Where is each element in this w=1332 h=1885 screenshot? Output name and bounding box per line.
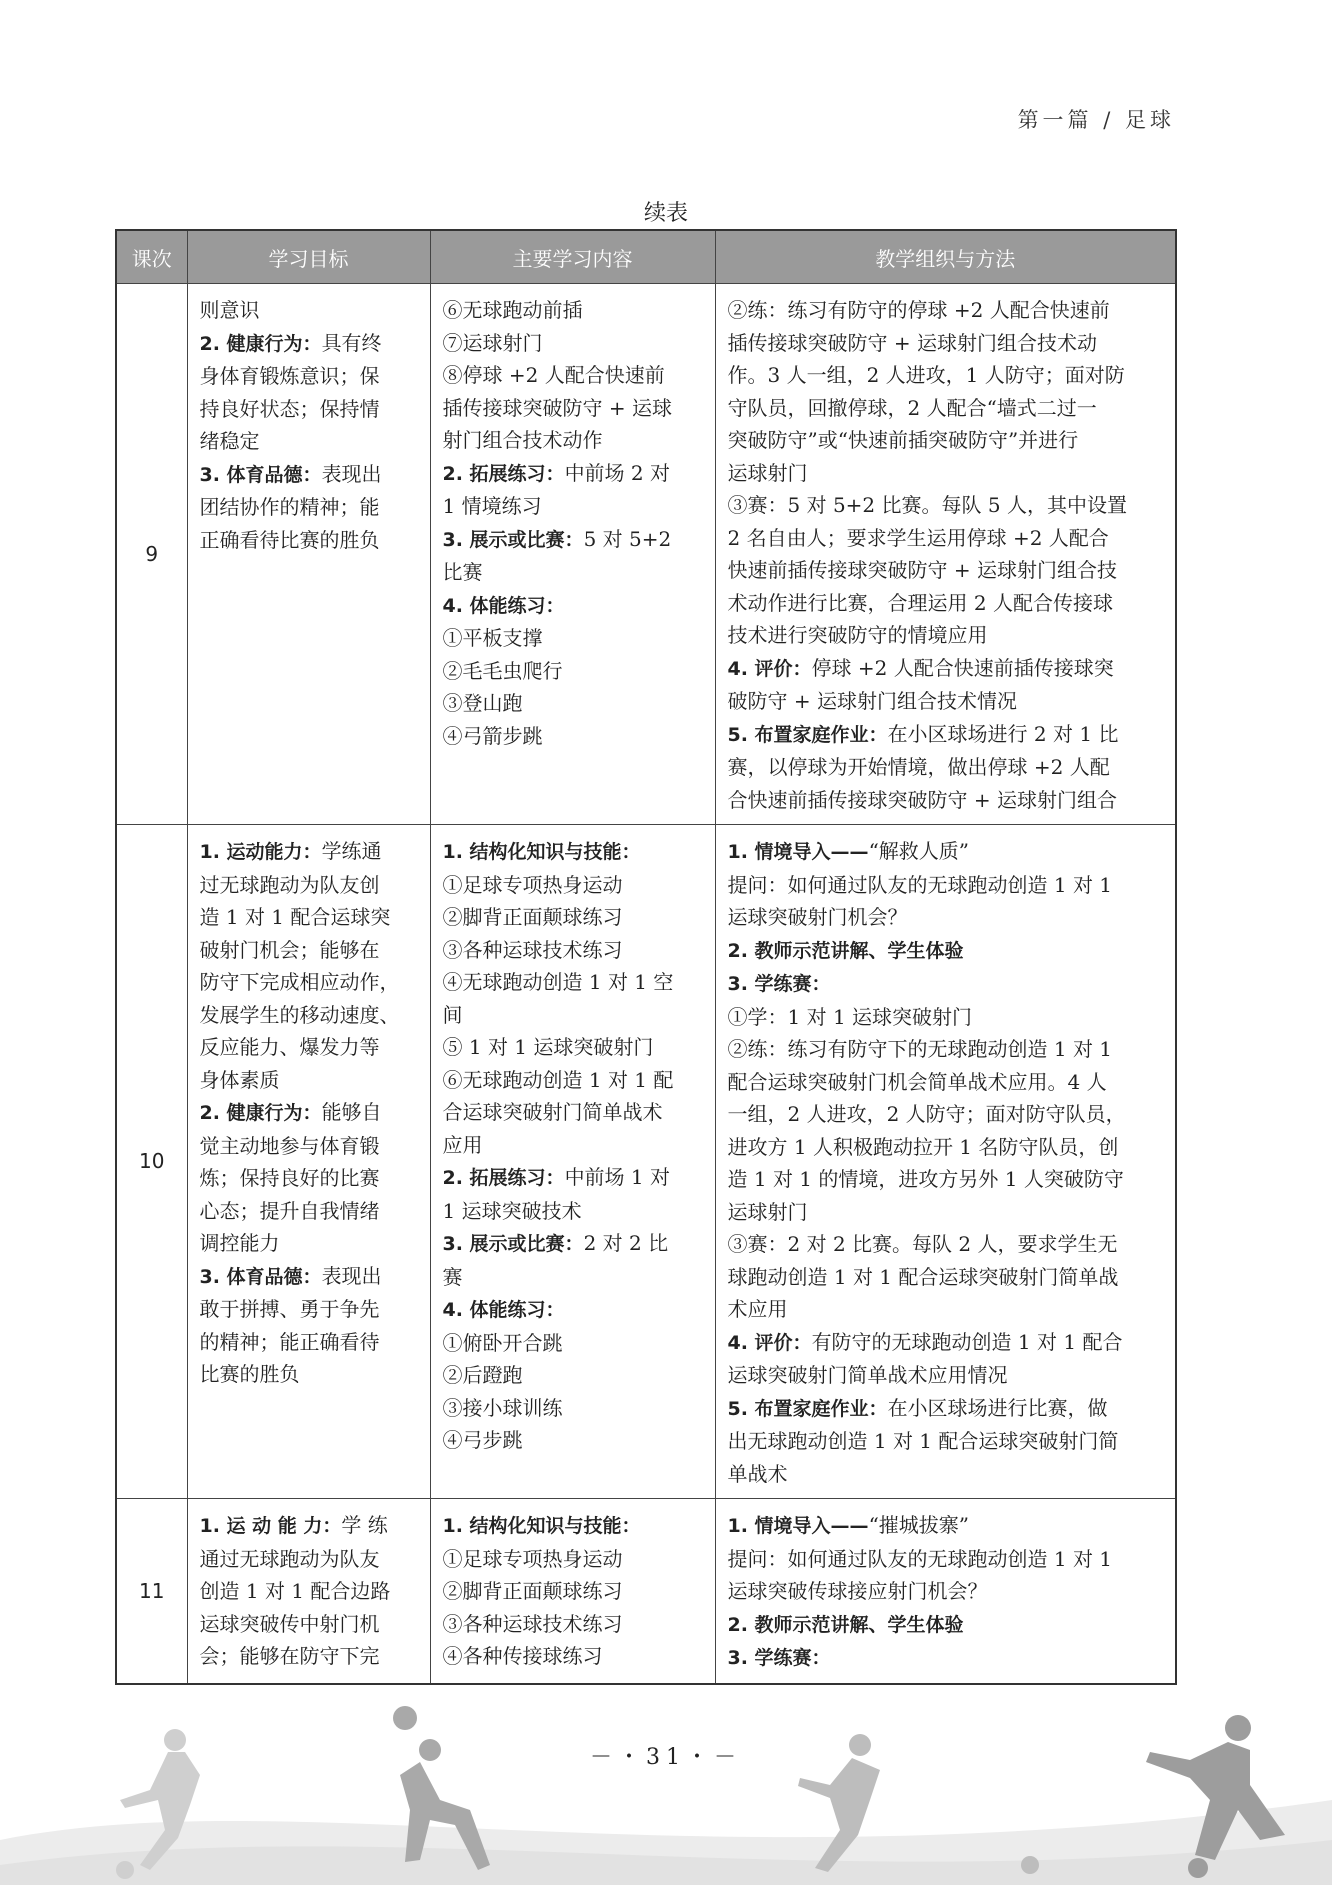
cell-line xyxy=(443,1129,703,1162)
cell-line xyxy=(200,966,418,999)
line-text: “摧城拔寨” xyxy=(868,1513,970,1537)
methods-cell xyxy=(715,825,1176,1499)
line-label: 4. 评价： xyxy=(727,1331,812,1354)
cell-line xyxy=(443,1392,703,1425)
cell-line xyxy=(443,869,703,902)
line-text: ②脚背正面颠球练习 xyxy=(442,1579,623,1603)
cell-line xyxy=(200,1130,418,1163)
line-label: 5. 布置家庭作业： xyxy=(727,723,888,746)
line-text: 学 练 xyxy=(341,1513,388,1537)
cell-line xyxy=(443,1424,703,1457)
line-text: 2 名自由人；要求学生运用停球 +2 人配合 xyxy=(727,525,1109,550)
table-row xyxy=(116,284,1176,825)
cell-line xyxy=(728,424,1164,457)
cell-line xyxy=(200,1509,418,1543)
cell-line xyxy=(443,1195,703,1228)
line-label: 4. 体能练习： xyxy=(442,1299,565,1321)
cell-line xyxy=(443,1575,703,1608)
line-text: 有防守的无球跑动创造 1 对 1 配合 xyxy=(811,1329,1123,1354)
cell-line xyxy=(728,1575,1164,1608)
column-header-methods: 教学组织与方法 xyxy=(715,230,1176,284)
cell-line xyxy=(728,1098,1164,1131)
cell-line xyxy=(728,489,1164,522)
cell-line xyxy=(200,1096,418,1130)
cell-line xyxy=(200,1608,418,1641)
line-text: 合运球突破射门简单战术 xyxy=(442,1100,663,1124)
line-text: 团结协作的精神；能 xyxy=(199,495,380,519)
line-text: 绪稳定 xyxy=(199,429,260,453)
line-label: 3. 展示或比赛： xyxy=(442,528,584,551)
line-text: ②毛毛虫爬行 xyxy=(442,658,563,683)
cell-line xyxy=(200,524,418,557)
cell-line xyxy=(200,1293,418,1326)
cell-line xyxy=(200,1031,418,1064)
line-label: 2. 教师示范讲解、学生体验 xyxy=(727,1613,964,1636)
line-label: 1. 结构化知识与技能： xyxy=(442,841,641,863)
line-text: 作。3 人一组，2 人进攻，1 人防守；面对防 xyxy=(727,363,1125,387)
table-caption: 续表 xyxy=(643,201,688,226)
table-header-row xyxy=(116,230,1176,284)
line-text: 中前场 1 对 xyxy=(564,1165,671,1189)
cell-line xyxy=(443,622,703,655)
line-text: ③接小球训练 xyxy=(442,1395,563,1420)
cell-line xyxy=(728,1228,1164,1261)
line-text: ⑥无球跑动前插 xyxy=(442,298,583,322)
cell-line xyxy=(200,458,418,492)
line-text: ③赛：2 对 2 比赛。每队 2 人，要求学生无 xyxy=(727,1232,1118,1256)
content-cell xyxy=(430,284,715,825)
line-label: 2. 教师示范讲解、学生体验 xyxy=(727,939,964,962)
line-text: ⑧停球 +2 人配合快速前 xyxy=(442,363,665,387)
cell-line xyxy=(728,1326,1164,1360)
line-text: 应用 xyxy=(442,1132,483,1157)
cell-line xyxy=(728,901,1164,934)
line-text: 运球突破传中射门机 xyxy=(199,1611,380,1636)
cell-line xyxy=(443,1640,703,1673)
line-text: 炼；保持良好的比赛 xyxy=(199,1166,380,1190)
cell-line xyxy=(200,1640,418,1673)
line-text: 破防守 + 运球射门组合技术情况 xyxy=(727,689,1017,713)
cell-line xyxy=(443,1227,703,1261)
line-text: ①足球专项热身运动 xyxy=(442,872,623,897)
line-text: 运球射门 xyxy=(727,460,808,485)
cell-line xyxy=(443,1359,703,1392)
line-text: 身体素质 xyxy=(199,1067,280,1092)
line-text: 表现出 xyxy=(321,461,382,486)
cell-line xyxy=(443,1608,703,1641)
cell-line xyxy=(443,490,703,523)
line-text: 提问：如何通过队友的无球跑动创造 1 对 1 xyxy=(727,1546,1113,1571)
line-label: 4. 评价： xyxy=(727,657,812,680)
line-text: 在小区球场进行 2 对 1 比 xyxy=(887,721,1119,746)
line-text: ②练：练习有防守的停球 +2 人配合快速前 xyxy=(727,298,1110,322)
cell-line xyxy=(728,554,1164,587)
cell-line xyxy=(200,835,418,869)
cell-line xyxy=(443,1064,703,1097)
line-label: 3. 学练赛： xyxy=(727,973,831,995)
cell-line xyxy=(728,1163,1164,1196)
line-text: ④各种传接球练习 xyxy=(442,1644,603,1668)
line-text: 调控能力 xyxy=(199,1231,280,1255)
content-cell xyxy=(430,825,715,1499)
cell-line xyxy=(443,457,703,491)
line-text: 2 对 2 比 xyxy=(583,1231,669,1255)
cell-line xyxy=(728,1458,1164,1491)
line-text: ①足球专项热身运动 xyxy=(442,1546,623,1571)
cell-line xyxy=(728,359,1164,392)
line-text: 合快速前插传接球突破防守 + 运球射门组合 xyxy=(727,787,1117,812)
line-text: 防守下完成相应动作， xyxy=(199,970,400,994)
cell-line xyxy=(443,1161,703,1195)
methods-cell xyxy=(715,1499,1176,1684)
cell-line xyxy=(728,392,1164,425)
cell-line xyxy=(443,424,703,457)
line-text: 球跑动创造 1 对 1 配合运球突破射门简单战 xyxy=(727,1264,1119,1289)
lesson-plan-table xyxy=(115,229,1177,1685)
cell-line xyxy=(200,1162,418,1195)
cell-line xyxy=(200,294,418,327)
content-cell xyxy=(430,1499,715,1684)
cell-line xyxy=(728,327,1164,360)
line-text: 插传接球突破防守 + 运球 xyxy=(442,395,672,420)
cell-line xyxy=(728,1641,1164,1675)
cell-line xyxy=(443,720,703,753)
line-text: ⑦运球射门 xyxy=(442,330,543,355)
cell-line xyxy=(728,1033,1164,1066)
line-text: 术应用 xyxy=(727,1297,788,1321)
line-text: 运球突破射门机会？ xyxy=(727,905,908,929)
cell-line xyxy=(728,718,1164,752)
cell-line xyxy=(728,294,1164,327)
cell-line xyxy=(443,934,703,967)
line-text: 则意识 xyxy=(199,298,260,322)
line-label: 4. 体能练习： xyxy=(442,594,565,617)
cell-line xyxy=(200,360,418,393)
cell-line xyxy=(443,687,703,720)
line-text: 敢于拼搏、勇于争先 xyxy=(199,1297,380,1321)
line-text: 正确看待比赛的胜负 xyxy=(199,527,380,552)
line-text: 插传接球突破防守 + 运球射门组合技术动 xyxy=(727,330,1097,355)
cell-line xyxy=(728,784,1164,817)
cell-line xyxy=(443,1543,703,1576)
cell-line xyxy=(443,655,703,688)
line-text: 停球 +2 人配合快速前插传接球突 xyxy=(811,655,1114,680)
line-text: 身体育锻炼意识；保 xyxy=(199,364,380,388)
line-text: 快速前插传接球突破防守 + 运球射门组合技 xyxy=(727,558,1117,582)
cell-line xyxy=(728,457,1164,490)
column-header-lesson: 课次 xyxy=(116,230,187,284)
line-text: 赛，以停球为开始情境，做出停球 +2 人配 xyxy=(727,755,1110,779)
cell-line xyxy=(443,999,703,1032)
line-text: 突破防守”或“快速前插突破防守”并进行 xyxy=(727,428,1079,452)
line-text: 进攻方 1 人积极跑动拉开 1 名防守队员，创 xyxy=(727,1134,1119,1159)
line-text: ③各种运球技术练习 xyxy=(442,937,623,962)
line-text: 反应能力、爆发力等 xyxy=(199,1035,380,1059)
cell-line xyxy=(728,1293,1164,1326)
cell-line xyxy=(200,1543,418,1576)
cell-line xyxy=(728,1001,1164,1034)
line-label: 1. 情境导入—— xyxy=(727,1515,869,1537)
line-text: ①俯卧开合跳 xyxy=(442,1330,563,1355)
line-text: 在小区球场进行比赛，做 xyxy=(887,1395,1108,1420)
cell-line xyxy=(443,523,703,557)
cell-line xyxy=(443,327,703,360)
cell-line xyxy=(200,1326,418,1359)
line-label: 3. 体育品德： xyxy=(199,1265,322,1288)
cell-line xyxy=(728,869,1164,902)
line-text: ④无球跑动创造 1 对 1 空 xyxy=(442,970,674,994)
line-text: 觉主动地参与体育锻 xyxy=(199,1133,380,1158)
line-text: 射门组合技术动作 xyxy=(442,428,603,452)
cell-line xyxy=(728,835,1164,869)
line-label: 1. 运动能力： xyxy=(199,841,322,863)
line-text: 过无球跑动为队友创 xyxy=(199,872,380,897)
line-text: 技术进行突破防守的情境应用 xyxy=(727,623,988,647)
cell-line xyxy=(443,294,703,327)
cell-line xyxy=(443,392,703,425)
line-text: 创造 1 对 1 配合边路 xyxy=(199,1579,391,1603)
table-row xyxy=(116,825,1176,1499)
line-text: 1 情境练习 xyxy=(442,494,542,518)
cell-line xyxy=(443,359,703,392)
line-text: 会；能够在防守下完 xyxy=(199,1644,380,1668)
line-text: 1 运球突破技术 xyxy=(442,1198,582,1223)
cell-line xyxy=(728,652,1164,686)
column-header-content: 主要学习内容 xyxy=(430,230,715,284)
cell-line xyxy=(200,1575,418,1608)
cell-line xyxy=(200,934,418,967)
line-text: 破射门机会；能够在 xyxy=(199,937,380,962)
line-text: ⑤ 1 对 1 运球突破射门 xyxy=(442,1035,654,1059)
line-text: 提问：如何通过队友的无球跑动创造 1 对 1 xyxy=(727,872,1113,897)
line-text: “解救人质” xyxy=(868,839,970,863)
cell-line xyxy=(728,1543,1164,1576)
cell-line xyxy=(728,685,1164,718)
line-text: 运球突破射门简单战术应用情况 xyxy=(727,1363,1008,1387)
cell-line xyxy=(200,1064,418,1097)
line-label: 5. 布置家庭作业： xyxy=(727,1397,888,1420)
line-text: ②练：练习有防守下的无球跑动创造 1 对 1 xyxy=(727,1037,1113,1061)
line-text: 比赛的胜负 xyxy=(199,1362,300,1386)
line-text: 5 对 5+2 xyxy=(583,526,672,551)
line-text: 的精神；能正确看待 xyxy=(199,1329,380,1354)
line-label: 2. 健康行为： xyxy=(199,332,322,355)
cell-line xyxy=(728,751,1164,784)
line-text: 运球突破传球接应射门机会？ xyxy=(727,1579,988,1603)
line-text: ④弓步跳 xyxy=(442,1428,523,1452)
line-text: 出无球跑动创造 1 对 1 配合运球突破射门简 xyxy=(727,1429,1119,1453)
line-text: 能够自 xyxy=(321,1100,382,1124)
cell-line xyxy=(443,835,703,869)
line-text: 学练通 xyxy=(321,839,382,863)
cell-line xyxy=(443,589,703,623)
lesson-number: 9 xyxy=(116,284,187,825)
cell-line xyxy=(443,1509,703,1543)
cell-line xyxy=(728,967,1164,1001)
line-text: 间 xyxy=(442,1002,463,1027)
cell-line xyxy=(200,999,418,1032)
cell-line xyxy=(443,1096,703,1129)
lesson-number: 11 xyxy=(116,1499,187,1684)
cell-line xyxy=(200,491,418,524)
line-text: 配合运球突破射门机会简单战术应用。4 人 xyxy=(727,1069,1107,1094)
cell-line xyxy=(728,1131,1164,1164)
line-label: 1. 结构化知识与技能： xyxy=(442,1515,641,1537)
cell-line xyxy=(443,901,703,934)
line-text: 单战术 xyxy=(727,1461,788,1486)
line-text: 运球射门 xyxy=(727,1199,808,1224)
line-text: ①平板支撑 xyxy=(442,626,543,650)
line-text: 中前场 2 对 xyxy=(564,460,671,485)
cell-line xyxy=(443,1031,703,1064)
cell-line xyxy=(728,934,1164,968)
methods-cell xyxy=(715,284,1176,825)
cell-line xyxy=(728,1066,1164,1099)
cell-line xyxy=(200,901,418,934)
cell-line xyxy=(728,1392,1164,1426)
cell-line xyxy=(728,1196,1164,1229)
goals-cell xyxy=(187,825,430,1499)
line-text: 持良好状态；保持情 xyxy=(199,396,380,421)
line-text: ④弓箭步跳 xyxy=(442,723,543,748)
table-body xyxy=(116,284,1176,1684)
cell-line xyxy=(200,869,418,902)
cell-line xyxy=(443,1261,703,1294)
line-text: ③各种运球技术练习 xyxy=(442,1611,623,1636)
line-text: ③登山跑 xyxy=(442,691,523,715)
line-text: ②脚背正面颠球练习 xyxy=(442,905,623,929)
lesson-number: 10 xyxy=(116,825,187,1499)
line-label: 1. 运 动 能 力： xyxy=(199,1515,342,1537)
cell-line xyxy=(443,1327,703,1360)
cell-line xyxy=(728,587,1164,620)
line-text: 术动作进行比赛，合理运用 2 人配合传接球 xyxy=(727,590,1113,615)
line-label: 2. 拓展练习： xyxy=(442,462,565,485)
column-header-goals: 学习目标 xyxy=(187,230,430,284)
line-label: 3. 学练赛： xyxy=(727,1647,831,1669)
line-label: 3. 体育品德： xyxy=(199,463,322,486)
footer-soccer-silhouettes xyxy=(0,1690,1332,1885)
cell-line xyxy=(728,522,1164,555)
cell-line xyxy=(200,1358,418,1391)
cell-line xyxy=(728,1608,1164,1642)
cell-line xyxy=(443,966,703,999)
cell-line xyxy=(443,556,703,589)
line-text: 心态；提升自我情绪 xyxy=(199,1198,380,1223)
cell-line xyxy=(200,1260,418,1294)
cell-line xyxy=(443,1293,703,1327)
line-text: 比赛 xyxy=(442,560,483,584)
line-text: ①学：1 对 1 运球突破射门 xyxy=(727,1004,973,1029)
line-text: 造 1 对 1 的情境，进攻方另外 1 人突破防守 xyxy=(727,1167,1124,1191)
cell-line xyxy=(200,1227,418,1260)
cell-line xyxy=(200,1195,418,1228)
line-label: 1. 情境导入—— xyxy=(727,841,869,863)
cell-line xyxy=(728,619,1164,652)
cell-line xyxy=(728,1359,1164,1392)
goals-cell xyxy=(187,284,430,825)
page-number: －・31・－ xyxy=(590,1745,742,1770)
line-label: 3. 展示或比赛： xyxy=(442,1233,584,1255)
running-head: 第一篇 / 足球 xyxy=(1017,108,1175,132)
line-text: 守队员，回撤停球，2 人配合“墙式二过一 xyxy=(727,395,1097,420)
cell-line xyxy=(728,1509,1164,1543)
cell-line xyxy=(200,327,418,361)
line-text: 发展学生的移动速度、 xyxy=(199,1002,400,1027)
line-label: 2. 健康行为： xyxy=(199,1102,322,1124)
cell-line xyxy=(200,425,418,458)
line-text: 具有终 xyxy=(321,330,382,355)
line-text: ②后蹬跑 xyxy=(442,1363,523,1387)
cell-line xyxy=(728,1261,1164,1294)
line-text: 造 1 对 1 配合运球突 xyxy=(199,905,391,929)
line-text: ⑥无球跑动创造 1 对 1 配 xyxy=(442,1067,674,1092)
goals-cell xyxy=(187,1499,430,1684)
table-row xyxy=(116,1499,1176,1684)
cell-line xyxy=(728,1425,1164,1458)
line-text: 表现出 xyxy=(321,1263,382,1288)
line-text: 一组，2 人进攻，2 人防守；面对防守队员， xyxy=(727,1102,1126,1126)
line-text: 赛 xyxy=(442,1264,463,1289)
line-label: 2. 拓展练习： xyxy=(442,1167,565,1189)
line-text: 通过无球跑动为队友 xyxy=(199,1546,380,1571)
cell-line xyxy=(200,393,418,426)
line-text: ③赛：5 对 5+2 比赛。每队 5 人，其中设置 xyxy=(727,493,1127,517)
